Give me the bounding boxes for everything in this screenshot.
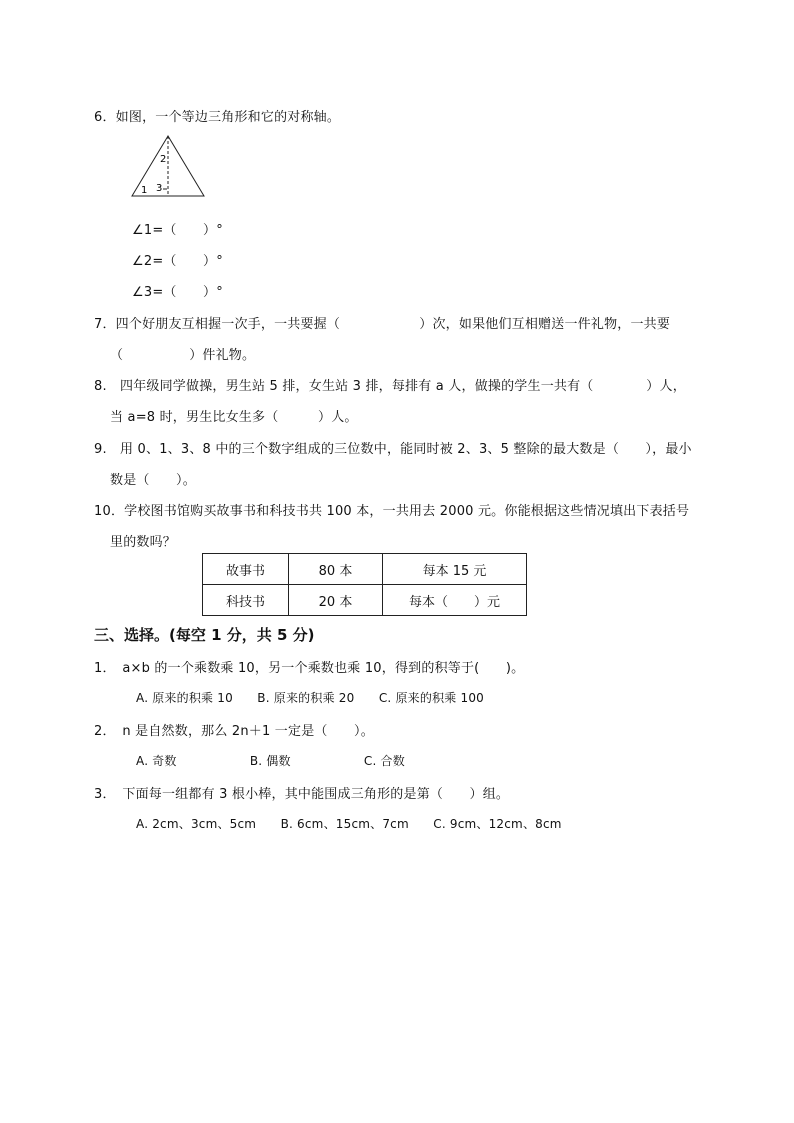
q7-line1: 7．四个好朋友互相握一次手，一共要握（ ）次，如果他们互相赠送一件礼物，一共要 — [94, 317, 671, 332]
table-cell: 故事书 — [203, 554, 289, 585]
choice-1-options: A. 原来的积乘 10 B. 原来的积乘 20 C. 原来的积乘 100 — [136, 691, 484, 705]
angle-2-answer: ∠2=（ ）° — [132, 254, 223, 269]
q8-line2: 当 a=8 时，男生比女生多（ ）人。 — [110, 410, 358, 425]
table-cell: 每本（ ）元 — [383, 585, 527, 616]
angle-label-2: 2 — [160, 154, 167, 165]
choice-2-question: 2． n 是自然数，那么 2n＋1 一定是（ ）。 — [94, 724, 374, 739]
q10-line1: 10．学校图书馆购买故事书和科技书共 100 本，一共用去 2000 元。你能根据这些情况填出下表括号 — [94, 504, 690, 519]
angle-label-3: 3 — [156, 183, 163, 194]
angle-3-answer: ∠3=（ ）° — [132, 285, 223, 300]
choice-1-question: 1． a×b 的一个乘数乘 10，另一个乘数也乘 10，得到的积等于( )。 — [94, 661, 525, 676]
q9-line1: 9. 用 0、1、3、8 中的三个数字组成的三位数中，能同时被 2、3、5 整除的最大数是（ ），最小 — [94, 442, 692, 457]
section-heading: 三、选择。(每空 1 分，共 5 分) — [94, 626, 315, 644]
q9-line2: 数是（ ）。 — [110, 473, 196, 488]
q10-line2: 里的数吗？ — [110, 535, 177, 550]
choice-2-options: A. 奇数 B. 偶数 C. 合数 — [136, 754, 405, 768]
q7-line2: （ ）件礼物。 — [110, 348, 256, 363]
table-cell: 20 本 — [289, 585, 383, 616]
choice-3-options: A. 2cm、3cm、5cm B. 6cm、15cm、7cm C. 9cm、12cm、8cm — [136, 817, 562, 831]
triangle-figure — [128, 132, 208, 202]
angle-label-1: 1 — [141, 185, 148, 196]
choice-3-question: 3． 下面每一组都有 3 根小棒，其中能围成三角形的是第（ ）组。 — [94, 787, 510, 802]
table-cell: 80 本 — [289, 554, 383, 585]
q6-text: 6．如图，一个等边三角形和它的对称轴。 — [94, 110, 341, 125]
table-row — [203, 585, 527, 616]
book-table — [202, 553, 527, 616]
table-cell: 科技书 — [203, 585, 289, 616]
angle-1-answer: ∠1=（ ）° — [132, 223, 223, 238]
q8-line1: 8. 四年级同学做操，男生站 5 排，女生站 3 排，每排有 a 人，做操的学生一共有（ ）人， — [94, 379, 686, 394]
table-row — [203, 554, 527, 585]
table-cell: 每本 15 元 — [383, 554, 527, 585]
